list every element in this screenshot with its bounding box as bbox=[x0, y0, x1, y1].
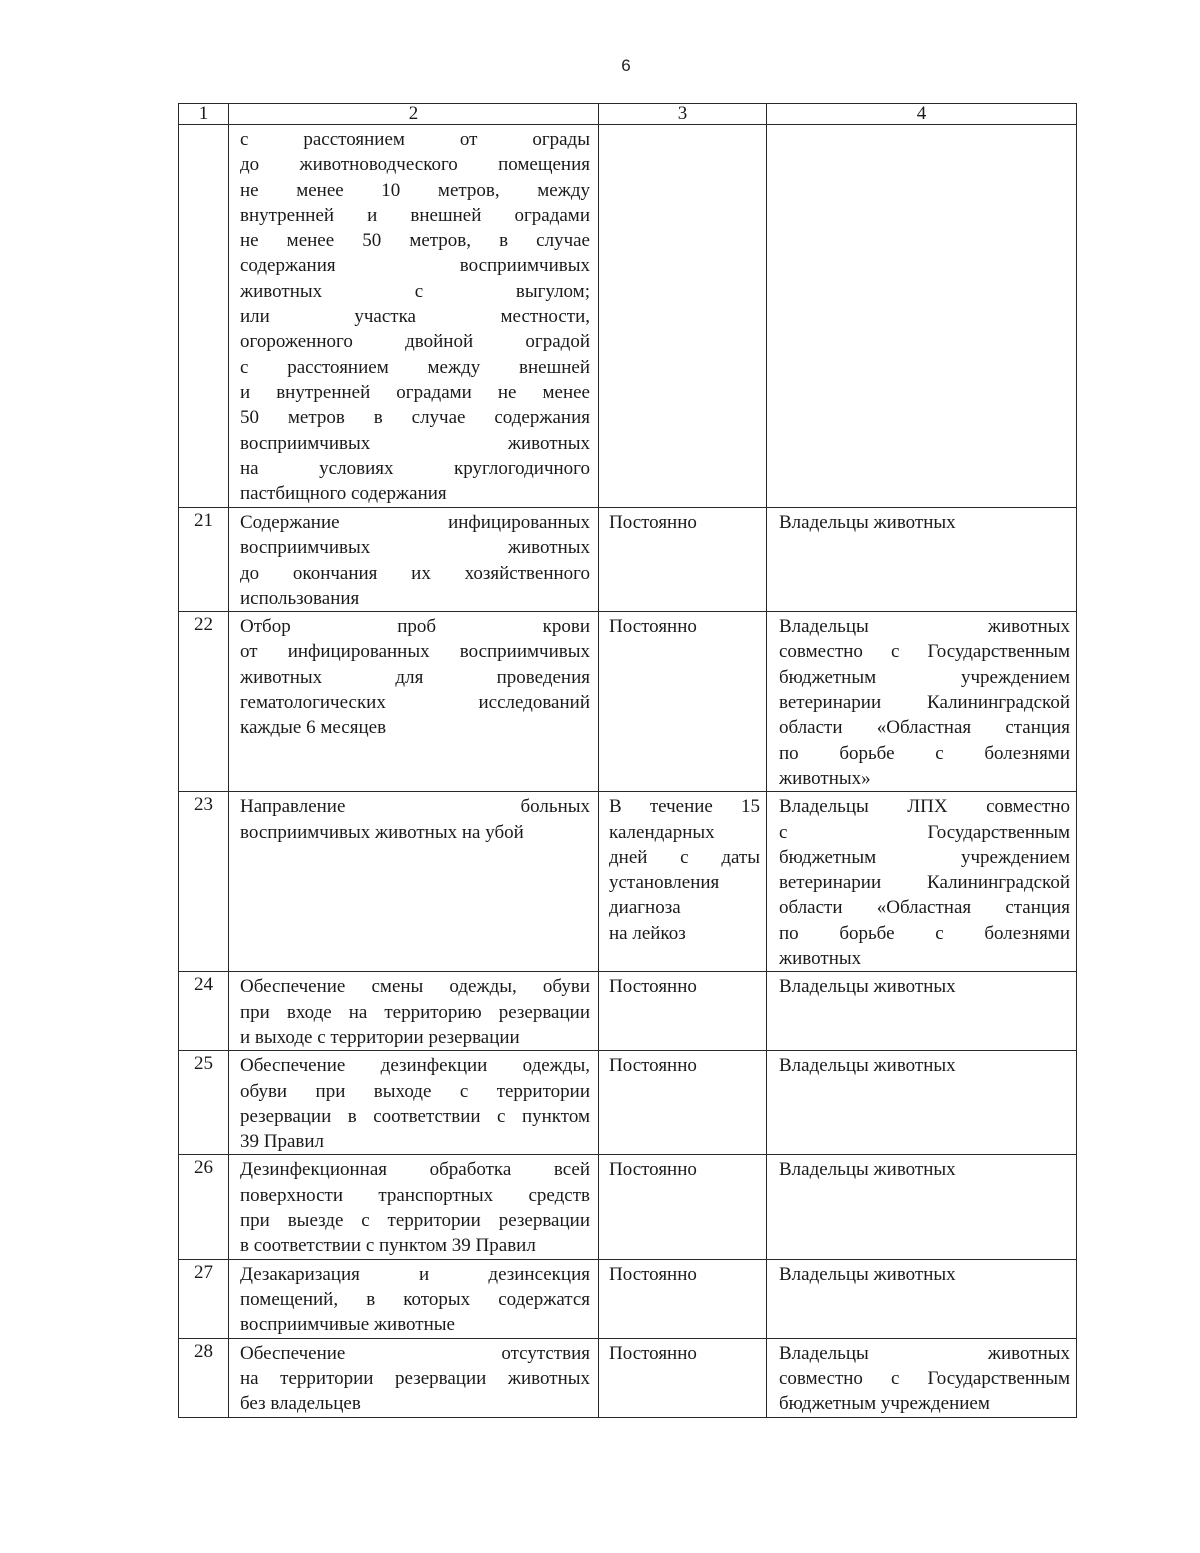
measure-term bbox=[599, 612, 767, 792]
measure-executor-line: Владельцы животных bbox=[779, 512, 956, 533]
measure-description-line: 39 Правил bbox=[240, 1131, 325, 1153]
measure-description-line: или участка местности, bbox=[240, 306, 590, 328]
measure-executor-line: области «Областная станция bbox=[779, 897, 1070, 919]
row-number: 22 bbox=[179, 612, 229, 792]
table-row bbox=[179, 1338, 1077, 1417]
measure-term bbox=[599, 508, 767, 612]
measure-term bbox=[599, 972, 767, 1051]
measure-executor-line: по борьбе с болезнями bbox=[779, 742, 1070, 764]
measure-executor-line: с Государственным bbox=[779, 821, 1070, 843]
measure-executor-line: по борьбе с болезнями bbox=[779, 922, 1070, 944]
measure-description-line: восприимчивых животных bbox=[240, 432, 590, 454]
measure-description-line: Дезинфекционная обработка всей bbox=[240, 1159, 590, 1181]
measure-description-line: от инфицированных восприимчивых bbox=[240, 641, 590, 663]
row-number: 28 bbox=[179, 1338, 229, 1417]
measure-description bbox=[229, 1259, 599, 1338]
measure-description-line: огороженного двойной оградой bbox=[240, 331, 590, 353]
measure-term-line: установления bbox=[609, 872, 720, 894]
measure-executor bbox=[767, 508, 1077, 612]
measure-term bbox=[599, 1155, 767, 1259]
measure-term-line: Постоянно bbox=[609, 616, 697, 638]
measure-description-line: Содержание инфицированных bbox=[240, 512, 590, 533]
measure-description-line: Отбор проб крови bbox=[240, 616, 590, 638]
measure-description-line: до окончания их хозяйственного bbox=[240, 562, 590, 584]
measure-description-line: внутренней и внешней оградами bbox=[240, 204, 590, 226]
measure-description-line: 50 метров в случае содержания bbox=[240, 407, 590, 429]
measure-term bbox=[599, 1338, 767, 1417]
table-row bbox=[179, 1259, 1077, 1338]
measure-description bbox=[229, 1155, 599, 1259]
measure-description-line: при выезде с территории резервации bbox=[240, 1210, 590, 1232]
header-row bbox=[179, 104, 1077, 125]
measure-description-line: на условиях круглогодичного bbox=[240, 457, 590, 479]
measure-executor-line: животных bbox=[779, 948, 862, 970]
measure-executor-line: Владельцы животных bbox=[779, 1159, 956, 1181]
row-number: 26 bbox=[179, 1155, 229, 1259]
measures-table bbox=[178, 103, 1077, 1418]
measure-executor-line: Владельцы животных bbox=[779, 1263, 956, 1285]
measure-term-line: Постоянно bbox=[609, 1263, 697, 1285]
table-body bbox=[179, 104, 1077, 1418]
measure-description-line: при входе на территорию резервации bbox=[240, 1001, 590, 1023]
measure-term-line: дней с даты bbox=[609, 846, 760, 868]
measure-description-line: с расстоянием от ограды bbox=[240, 129, 590, 150]
table-row bbox=[179, 792, 1077, 972]
header-col-4: 4 bbox=[767, 104, 1077, 125]
table-row bbox=[179, 612, 1077, 792]
measure-executor bbox=[767, 1051, 1077, 1155]
measure-description-line: до животноводческого помещения bbox=[240, 154, 590, 176]
measure-executor-line: ветеринарии Калининградской bbox=[779, 872, 1070, 894]
header-col-3: 3 bbox=[599, 104, 767, 125]
measure-description-line: гематологических исследований bbox=[240, 692, 590, 714]
measure-executor-line: бюджетным учреждением bbox=[779, 666, 1070, 688]
measure-description-line: восприимчивых животных на убой bbox=[240, 821, 524, 843]
measure-description-line: на территории резервации животных bbox=[240, 1367, 590, 1389]
measure-executor-line: животных» bbox=[779, 767, 871, 789]
measure-term-line: Постоянно bbox=[609, 1159, 697, 1181]
table-row bbox=[179, 508, 1077, 612]
measure-description-line: Направление больных bbox=[240, 796, 590, 818]
measure-term-line: на лейкоз bbox=[609, 922, 686, 944]
measure-executor bbox=[767, 612, 1077, 792]
measure-description-line: и выходе с территории резервации bbox=[240, 1026, 520, 1048]
measure-description-line: не менее 50 метров, в случае bbox=[240, 230, 590, 252]
row-number: 27 bbox=[179, 1259, 229, 1338]
measure-description-line: в соответствии с пунктом 39 Правил bbox=[240, 1235, 536, 1257]
measure-description-line: Обеспечение дезинфекции одежды, bbox=[240, 1055, 590, 1077]
measure-executor bbox=[767, 972, 1077, 1051]
row-number: 23 bbox=[179, 792, 229, 972]
measure-description-line: Обеспечение отсутствия bbox=[240, 1342, 590, 1364]
measure-description bbox=[229, 972, 599, 1051]
measure-description-line: восприимчивые животные bbox=[240, 1314, 455, 1336]
measure-description-line: животных с выгулом; bbox=[240, 280, 590, 302]
measure-description-line: содержания восприимчивых bbox=[240, 255, 590, 277]
measure-term-line: Постоянно bbox=[609, 512, 697, 533]
measure-description-line: и внутренней оградами не менее bbox=[240, 381, 590, 403]
measure-term-line: календарных bbox=[609, 821, 715, 843]
table-row bbox=[179, 125, 1077, 508]
measure-term bbox=[599, 1259, 767, 1338]
measure-description-line: каждые 6 месяцев bbox=[240, 717, 387, 739]
measure-term-line: Постоянно bbox=[609, 976, 697, 998]
measure-executor bbox=[767, 792, 1077, 972]
measure-executor-line: ветеринарии Калининградской bbox=[779, 692, 1070, 714]
measure-description-line: с расстоянием между внешней bbox=[240, 356, 590, 378]
measure-executor-line: бюджетным учреждением bbox=[779, 846, 1070, 868]
measure-description-line: животных для проведения bbox=[240, 666, 590, 688]
measure-description-line: пастбищного содержания bbox=[240, 483, 447, 505]
page-number: 6 bbox=[621, 56, 631, 75]
measure-executor-line: бюджетным учреждением bbox=[779, 1393, 990, 1415]
measure-description bbox=[229, 792, 599, 972]
measure-description bbox=[229, 508, 599, 612]
measure-description-line: Дезакаризация и дезинсекция bbox=[240, 1263, 590, 1285]
measure-description-line: использования bbox=[240, 587, 360, 609]
measure-term bbox=[599, 1051, 767, 1155]
measure-executor-line: Владельцы животных bbox=[779, 976, 956, 998]
measure-description-line: не менее 10 метров, между bbox=[240, 179, 590, 201]
measure-description bbox=[229, 125, 599, 508]
measure-executor-line: совместно с Государственным bbox=[779, 1367, 1070, 1389]
measure-description-line: поверхности транспортных средств bbox=[240, 1184, 590, 1206]
table-row bbox=[179, 1155, 1077, 1259]
row-number: 21 bbox=[179, 508, 229, 612]
table-row bbox=[179, 972, 1077, 1051]
measure-term-line: диагноза bbox=[609, 897, 681, 919]
row-number: 24 bbox=[179, 972, 229, 1051]
measure-term-line: В течение 15 bbox=[609, 796, 760, 818]
header-col-1: 1 bbox=[179, 104, 229, 125]
measure-term bbox=[599, 792, 767, 972]
row-number: 25 bbox=[179, 1051, 229, 1155]
measure-description bbox=[229, 1338, 599, 1417]
measure-executor bbox=[767, 125, 1077, 508]
measure-description-line: без владельцев bbox=[240, 1393, 361, 1415]
measure-term-line: Постоянно bbox=[609, 1342, 697, 1364]
measure-executor-line: области «Областная станция bbox=[779, 717, 1070, 739]
measure-description-line: Обеспечение смены одежды, обуви bbox=[240, 976, 590, 998]
measure-description bbox=[229, 1051, 599, 1155]
header-col-2: 2 bbox=[229, 104, 599, 125]
measure-executor-line: совместно с Государственным bbox=[779, 641, 1070, 663]
measure-executor-line: Владельцы ЛПХ совместно bbox=[779, 796, 1070, 818]
measure-description-line: восприимчивых животных bbox=[240, 537, 590, 559]
measure-executor-line: Владельцы животных bbox=[779, 1342, 1070, 1364]
measure-executor-line: Владельцы животных bbox=[779, 616, 1070, 638]
measure-executor bbox=[767, 1259, 1077, 1338]
measure-description-line: помещений, в которых содержатся bbox=[240, 1288, 590, 1310]
measure-term-line: Постоянно bbox=[609, 1055, 697, 1077]
measure-executor bbox=[767, 1338, 1077, 1417]
measure-description-line: резервации в соответствии с пунктом bbox=[240, 1105, 590, 1127]
measure-description bbox=[229, 612, 599, 792]
table-row bbox=[179, 1051, 1077, 1155]
measure-description-line: обуви при выходе с территории bbox=[240, 1080, 590, 1102]
measure-term bbox=[599, 125, 767, 508]
measure-executor-line: Владельцы животных bbox=[779, 1055, 956, 1077]
row-number bbox=[179, 125, 229, 508]
measure-executor bbox=[767, 1155, 1077, 1259]
